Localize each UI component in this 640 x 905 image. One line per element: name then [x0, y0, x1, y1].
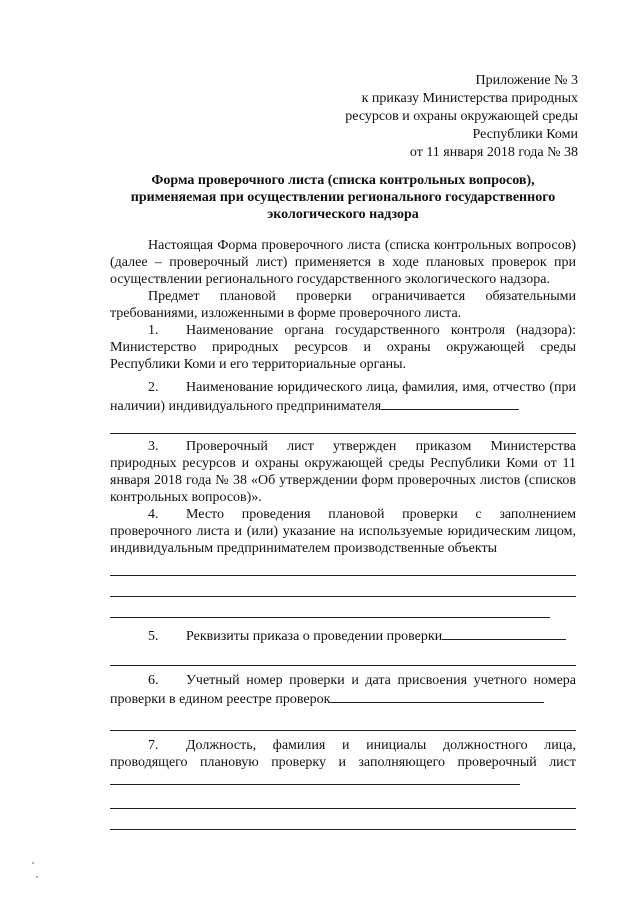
item-6 — [110, 672, 576, 708]
item-3 — [110, 438, 576, 506]
intro-paragraph-1: Настоящая Форма проверочного листа (списка контрольных вопросов) (далее – проверочный лист) применяется в ходе плановых проверок при осуществлении регионального государственного экологического надзора. — [110, 238, 576, 287]
appendix-republic-line: Республики Коми — [472, 127, 578, 142]
title-line-2: применяемая при осуществлении регионального государственного — [130, 190, 556, 205]
appendix-header — [345, 72, 578, 162]
intro-paragraph-2: Предмет плановой проверки ограничивается обязательными требованиями, изложенными в форме проверочного листа. — [110, 289, 576, 321]
appendix-date-line: от 11 января 2018 года № 38 — [409, 145, 578, 160]
item-7-fill-line — [110, 771, 520, 785]
item-7 — [110, 737, 576, 790]
item-4 — [110, 506, 576, 557]
item-1-number: 1. — [148, 323, 159, 338]
scan-speck — [36, 876, 38, 878]
item-5 — [110, 626, 576, 645]
scan-speck — [32, 862, 34, 864]
item-1 — [110, 322, 576, 373]
item-2-fill-line — [381, 396, 519, 410]
item-6-fill-line — [330, 689, 544, 703]
item-7-text: Должность, фамилия и инициалы должностного лица, проводящего плановую проверку и заполняющего проверочный лист — [110, 738, 576, 770]
item-5-fill-line — [442, 626, 566, 640]
item-7-blank-line-1 — [110, 790, 576, 809]
item-2 — [110, 379, 576, 415]
item-1-text: Наименование органа государственного контроля (надзора): Министерство природных ресурсов и охраны окружающей среды Республики Коми и его территориальные органы. — [110, 323, 576, 372]
item-6-blank-line — [110, 708, 576, 731]
item-6-number: 6. — [148, 673, 159, 688]
title-line-1: Форма проверочного листа (списка контрольных вопросов), — [151, 173, 535, 188]
item-3-number: 3. — [148, 439, 159, 454]
item-4-blank-line-3 — [110, 597, 550, 618]
item-7-number: 7. — [148, 738, 159, 753]
document-body — [110, 237, 576, 830]
item-4-blank-line-2 — [110, 576, 576, 597]
appendix-ministry-line: ресурсов и охраны окружающей среды — [345, 109, 578, 124]
item-3-text: Проверочный лист утвержден приказом Министерства природных ресурсов и охраны окружающей среды Республики Коми от 11 января 2018 года № 38 «Об утверждении форм проверочных листов (списков контрольных вопросов)». — [110, 439, 576, 505]
item-5-blank-line — [110, 645, 576, 666]
title-line-3: экологического надзора — [267, 207, 419, 222]
item-2-blank-line — [110, 415, 576, 434]
item-2-number: 2. — [148, 380, 159, 395]
appendix-order-line: к приказу Министерства природных — [361, 91, 578, 106]
item-4-text: Место проведения плановой проверки с заполнением проверочного листа и (или) указание на используемые юридическим лицом, индивидуальным предпринимателем производственные объекты — [110, 507, 576, 556]
appendix-number: Приложение № 3 — [475, 73, 578, 88]
item-6-text: Учетный номер проверки и дата присвоения учетного номера проверки в едином реестре проверок — [110, 673, 576, 707]
item-4-number: 4. — [148, 507, 159, 522]
document-title — [110, 172, 576, 223]
item-7-blank-line-2 — [110, 809, 576, 830]
item-2-text: Наименование юридического лица, фамилия, имя, отчество (при наличии) индивидуального предпринимателя — [110, 380, 576, 414]
item-5-number: 5. — [148, 629, 159, 644]
item-4-blank-line-1 — [110, 557, 576, 576]
item-5-text: Реквизиты приказа о проведении проверки — [186, 629, 443, 644]
